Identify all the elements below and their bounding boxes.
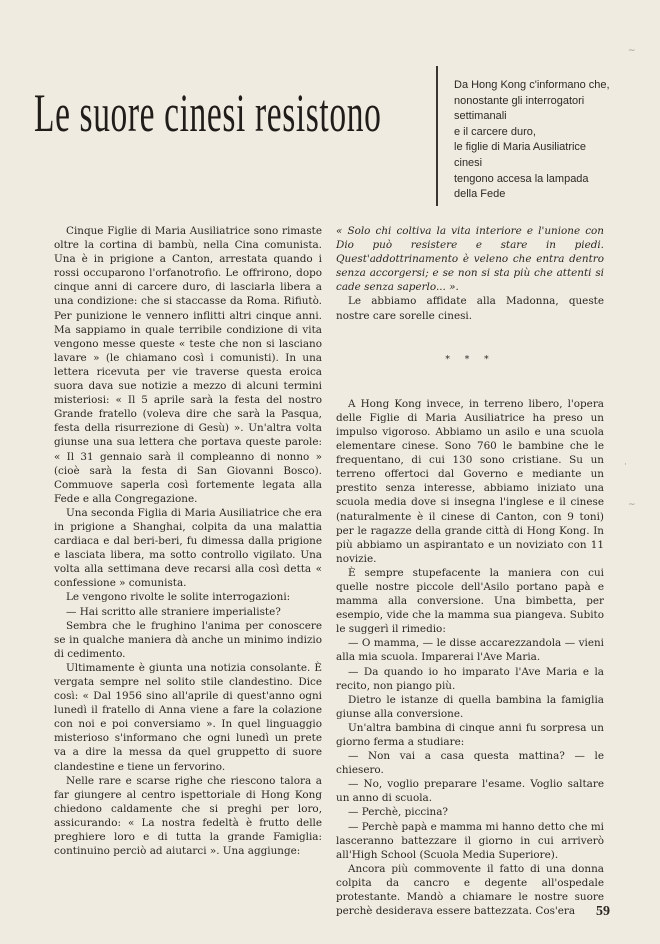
paragraph: — Non vai a casa questa mattina? — le chiesero. [336, 750, 604, 777]
paragraph: A Hong Kong invece, in terreno libero, l'opera delle Figlie di Maria Ausiliatrice ha preso un impulso vigoroso. Abbiamo un asilo e una scuola elementare cinese. Sono 760 le bambine che le frequentano, di cui 130 sono cristiane. Su un terreno offertoci dal Governo e mediante un prestito senza interesse, abbiamo iniziato una scuola media dove si insegna l'inglese e il cinese (naturalmente è il cinese di Canton, con 9 toni) per le ragazze della grande città di Hong Kong. In più abbiamo un aspirantato e un noviziato con 11 novizie. [336, 397, 604, 565]
subtitle-line: le figlie di Maria Ausiliatrice [454, 141, 587, 154]
subtitle-line: Da Hong Kong c'informano che, [454, 79, 610, 91]
paragraph: Una seconda Figlia di Maria Ausiliatrice che era in prigione a Shanghai, colpita da una malattia cardiaca e dal beri-beri, fu dimessa dalla prigione e lasciata libera, ma sotto controllo vigilato. Una volta alla settimana deve recarsi alla così detta « confessione » comunista. [54, 506, 322, 590]
paragraph: — Perchè papà e mamma mi hanno detto che mi lasceranno battezzare il giorno in cui arriverò all'High School (Scuola Media Superiore). [336, 820, 604, 861]
paragraph: Cinque Figlie di Maria Ausiliatrice sono rimaste oltre la cortina di bambù, nella Cina comunista. Una è in prigione a Canton, arrestata quando i rossi occuparono l'orfanotrofio. Le offrirono, dopo cinque anni di carcere duro, di lasciarla libera a una condizione: che si staccasse da Roma. Rifiutò. Per punizione le vennero inflitti altri cinque anni. Ma sappiamo in quale terribile condizione di vita vengono messe queste « teste che non si lasciano lavare » (le chiamano così i comunisti). In una lettera ricevuta per vie traverse questa eroica suora dava sue notizie a mezzo di alcuni termini misteriosi: « Il 5 aprile sarà la festa del nostro Grande fratello (voleva dire che sarà la Pasqua, festa della risurrezione di Gesù) ». Un'altra volta giunse una sua lettera che portava queste parole: « Il 31 gennaio sarà il compleanno di nonno » (cioè sarà la festa di San Giovanni Bosco). Commuove saperla così fortemente legata alla Fede e alla Congregazione. [54, 225, 322, 505]
subtitle-line: e il carcere duro, [454, 125, 536, 138]
paragraph: — No, voglio preparare l'esame. Voglio saltare un anno di scuola. [336, 778, 604, 805]
paragraph: — O mamma, — le disse accarezzandola — vieni alla mia scuola. Imparerai l'Ave Maria. [336, 637, 604, 664]
right-column [336, 224, 604, 918]
margin-mark: · [624, 460, 627, 470]
paragraph: — Hai scritto alle straniere imperialiste? [66, 605, 281, 618]
paragraph: Nelle rare e scarse righe che riescono talora a far giungere al centro ispettoriale di Hong Kong chiedono caldamente che si preghi per loro, assicurando: « La nostra fedeltà è frutto delle preghiere loro e di tutta la grande Famiglia: continuino perciò ad aiutarci ». Una aggiunge: [54, 774, 322, 858]
paragraph: Ancora più commovente il fatto di una donna colpita da cancro e degente all'ospedale protestante. Mandò a chiamare le nostre suore perchè desiderava essere battezzata. Cos'era [336, 862, 604, 918]
paragraph: Sembra che le frughino l'anima per conoscere se in qualche maniera dà anche un minimo indizio di cedimento. [54, 619, 322, 660]
subtitle-line: settimanali [454, 110, 507, 123]
page-number: 59 [596, 904, 610, 919]
left-column [54, 224, 322, 858]
subtitle-line: cinesi [454, 156, 483, 169]
paragraph: Ultimamente è giunta una notizia consolante. È vergata sempre nel solito stile clandestino. Dice così: « Dal 1956 sino all'aprile di quest'anno ogni lunedì il fratello di Anna viene a fare la colazione con noi e poi conversiamo ». In quel linguaggio misterioso s'informano che ogni lunedì un prete va a dire la messa da quel gruppetto di suore clandestine e tiene un fervorino. [54, 661, 322, 773]
quote-paragraph: « Solo chi coltiva la vita interiore e l'unione con Dio può resistere e stare in piedi. Quest'addottrinamento è veleno che entra dentro senza accorgersi; e se non si sta più che attenti si cade senza saperlo... ». [336, 225, 604, 294]
subtitle-line: tengono accesa la lampada [454, 172, 589, 185]
paragraph: Un'altra bambina di cinque anni fu sorpresa un giorno ferma a studiare: [336, 721, 604, 748]
article-subtitle [436, 66, 636, 206]
margin-mark: ~ [628, 46, 636, 56]
paragraph: Dietro le istanze di quella bambina la famiglia giunse alla conversione. [336, 693, 604, 720]
subtitle-line: della Fede [454, 188, 506, 201]
article-title: Le suore cinesi resistono [34, 83, 382, 143]
margin-mark: ~ [628, 500, 636, 510]
paragraph: — Da quando io ho imparato l'Ave Maria e la recito, non piango più. [336, 665, 604, 692]
section-separator: * * * [445, 354, 495, 365]
paragraph: Le abbiamo affidate alla Madonna, queste nostre care sorelle cinesi. [336, 295, 604, 322]
subtitle-line: nonostante gli interrogatori [454, 94, 585, 107]
paragraph: È sempre stupefacente la maniera con cui quelle nostre piccole dell'Asilo portano papà e mamma alla conversione. Una bimbetta, per esempio, vide che la mamma sua piangeva. Subito le suggerì il rimedio: [336, 566, 604, 636]
paragraph: Le vengono rivolte le solite interrogazioni: [66, 591, 291, 604]
paragraph: — Perchè, piccina? [348, 806, 448, 819]
